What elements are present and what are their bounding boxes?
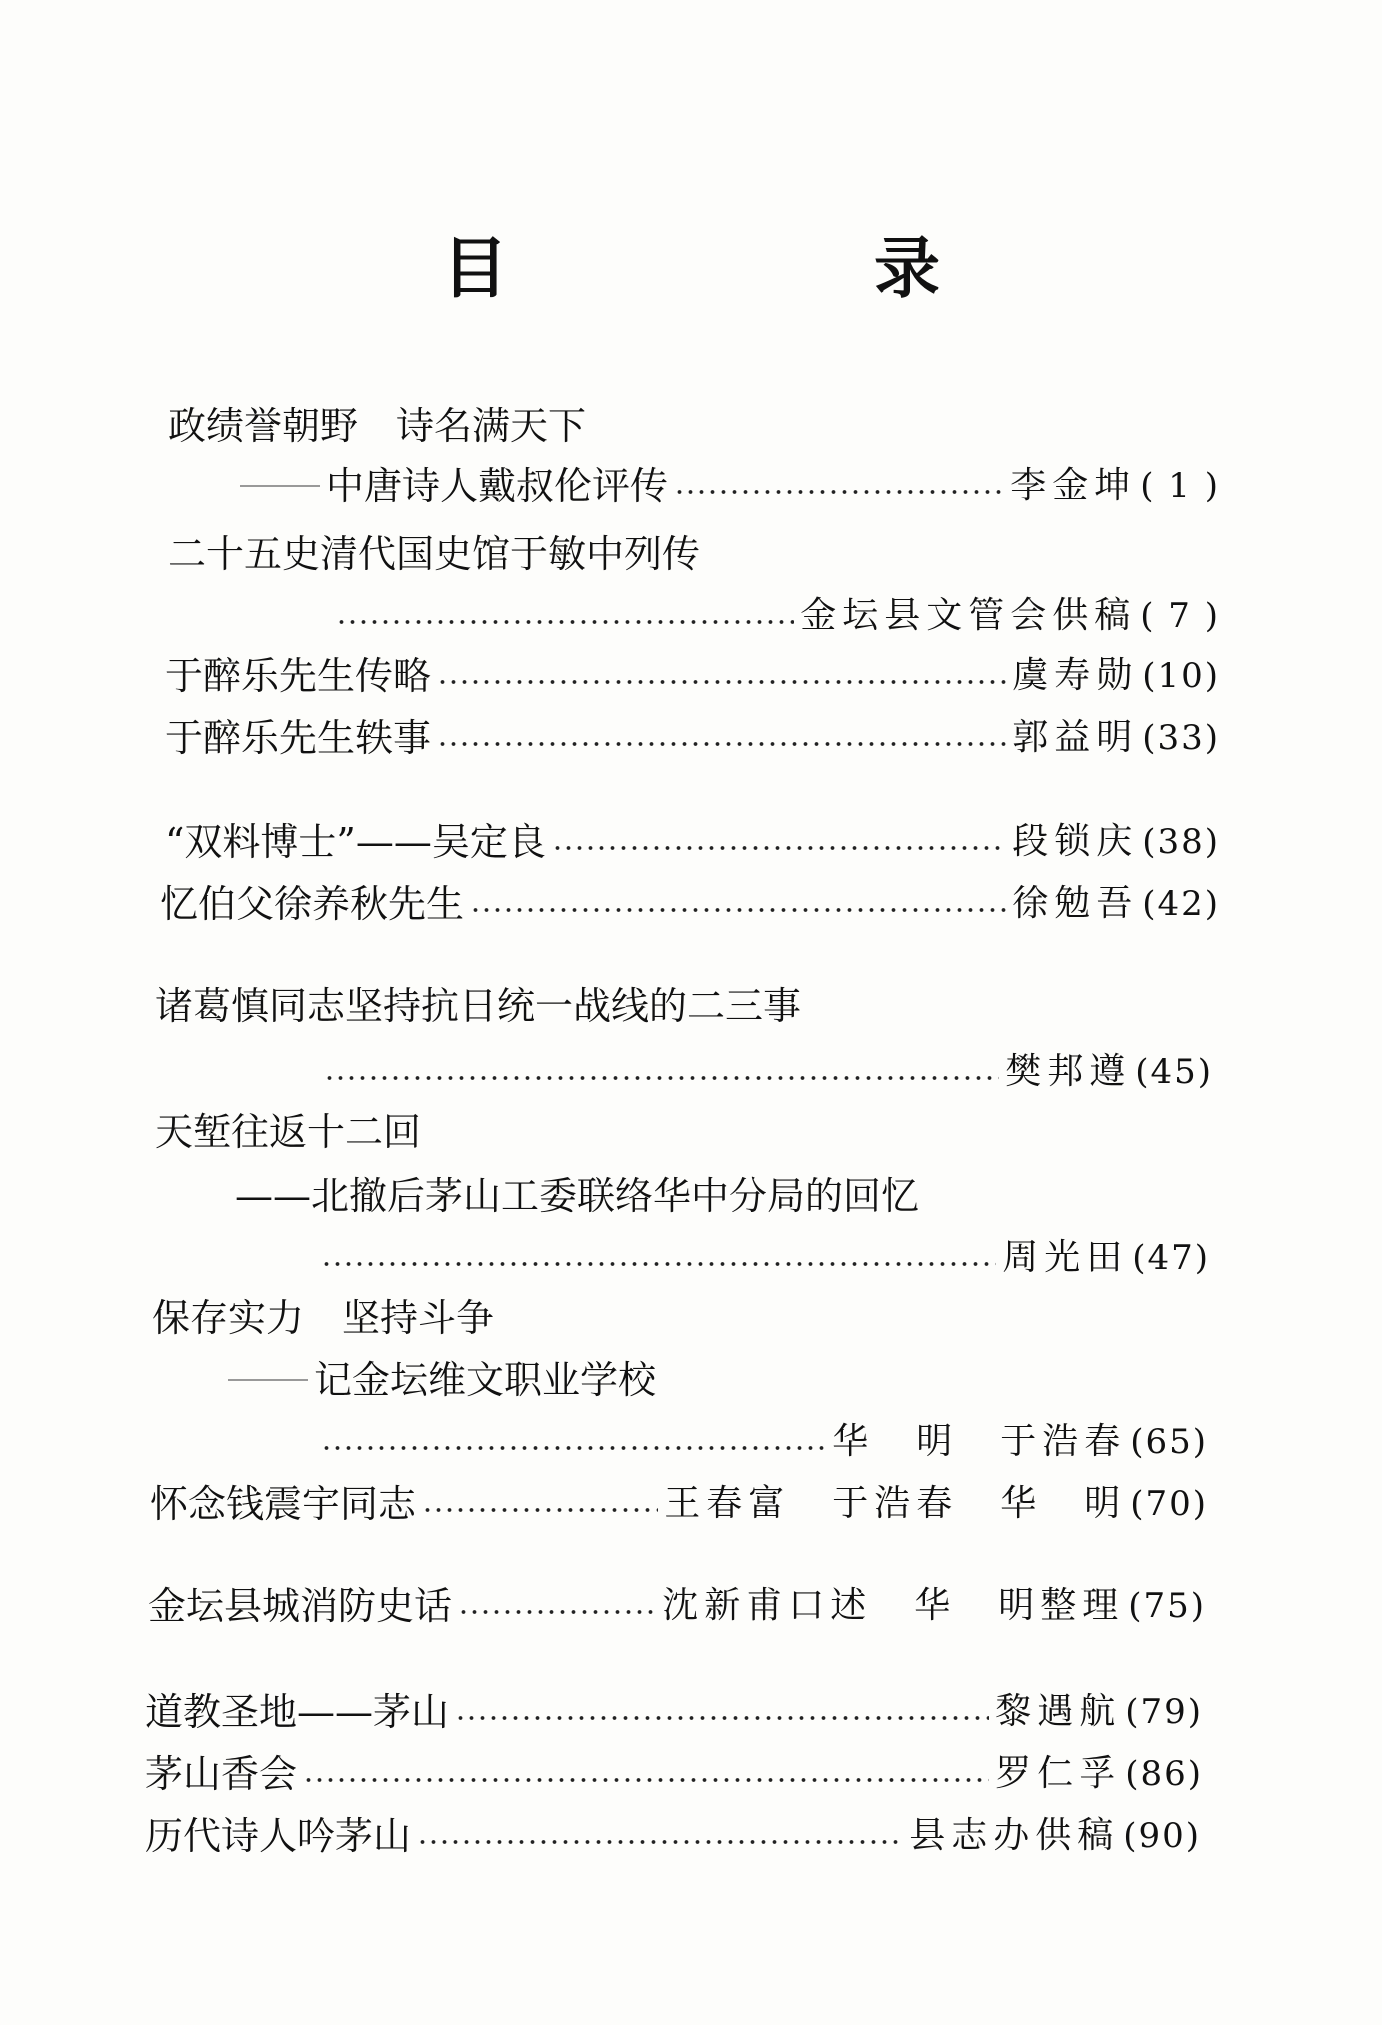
toc-entry (318, 1046, 1213, 1098)
toc-entry-title: 政绩誉朝野 诗名满天下 (168, 404, 587, 448)
toc-entry (155, 980, 1215, 1032)
toc-entry-title: 天堑往返十二回 (155, 1110, 422, 1154)
toc-entry-title: 于醉乐先生轶事 (165, 716, 432, 760)
toc-entry-title: “双料博士”——吴定良 (165, 820, 546, 864)
toc-entry (330, 590, 1220, 642)
toc-entry (168, 528, 1228, 580)
toc-entry-author: 罗仁孚 (995, 1753, 1122, 1794)
toc-entry (155, 1106, 1215, 1158)
toc-entry (315, 1232, 1210, 1284)
toc-entry-author: 段锁庆 (1012, 821, 1139, 862)
toc-entry-page: (47) (1132, 1238, 1210, 1278)
dot-leader (422, 1508, 658, 1512)
toc-entry (228, 1354, 1208, 1406)
toc-entry-page: ( 1 ) (1140, 466, 1220, 506)
toc-entry-author: 李金坤 (1010, 465, 1137, 506)
toc-entry (240, 460, 1220, 512)
toc-entry-title: 记金坛维文职业学校 (314, 1358, 657, 1402)
toc-entry-title: 保存实力 坚持斗争 (152, 1296, 495, 1340)
toc-entry (168, 400, 1228, 452)
toc-entry-page: (75) (1128, 1586, 1206, 1626)
toc-entry-title: 忆伯父徐养秋先生 (160, 882, 465, 926)
toc-entry-title: 二十五史清代国史馆于敏中列传 (168, 532, 701, 576)
toc-entry (150, 1478, 1208, 1530)
toc-entry-author: 金坛县文管会供稿 (800, 595, 1137, 636)
toc-entry-author: 黎遇航 (995, 1691, 1122, 1732)
dot-leader (336, 620, 794, 624)
toc-entry-title: 历代诗人吟茅山 (145, 1814, 412, 1858)
dot-leader (324, 1076, 999, 1080)
toc-entry-author: 华 明 于浩春 (832, 1421, 1127, 1462)
toc-entry (145, 1686, 1203, 1738)
dot-leader (321, 1446, 826, 1450)
toc-entry-title: 于醉乐先生传略 (165, 654, 432, 698)
toc-entry (315, 1416, 1208, 1468)
dot-leader (321, 1262, 996, 1266)
toc-entry-title: ——北撤后茅山工委联络华中分局的回忆 (235, 1174, 920, 1218)
dot-leader (674, 490, 1004, 494)
dot-leader (455, 1716, 989, 1720)
page-title: 目 录 (442, 229, 1090, 307)
toc-entry (165, 816, 1220, 868)
toc-entry (145, 1748, 1203, 1800)
toc-entry-author: 郭益明 (1012, 717, 1139, 758)
toc-entry-page: (79) (1125, 1692, 1203, 1732)
toc-entry-page: (70) (1130, 1484, 1208, 1524)
toc-entry (152, 1292, 1212, 1344)
toc-entry-page: (86) (1125, 1754, 1203, 1794)
dot-leader (437, 742, 1006, 746)
toc-entry-title: 道教圣地——茅山 (145, 1690, 450, 1734)
toc-entry (165, 712, 1220, 764)
toc-entry (235, 1170, 1215, 1222)
dash-line (240, 485, 320, 487)
dot-leader (417, 1840, 903, 1844)
dot-leader (437, 680, 1006, 684)
toc-entry-author: 虞寿勋 (1012, 655, 1139, 696)
toc-entry-title: 中唐诗人戴叔伦评传 (326, 464, 669, 508)
toc-entry-author: 樊邦遵 (1005, 1051, 1132, 1092)
toc-entry (165, 650, 1220, 702)
toc-entry-title: 怀念钱震宇同志 (150, 1482, 417, 1526)
toc-entry-author: 沈新甫口述 华 明整理 (662, 1585, 1125, 1626)
toc-entry-page: (10) (1142, 656, 1220, 696)
toc-entry-author: 周光田 (1002, 1237, 1129, 1278)
dot-leader (303, 1778, 989, 1782)
dash-line (228, 1379, 308, 1381)
toc-entry-title: 金坛县城消防史话 (148, 1584, 453, 1628)
toc-entry-page: (90) (1123, 1816, 1201, 1856)
toc-entry-title: 茅山香会 (145, 1752, 298, 1796)
toc-entry (148, 1580, 1206, 1632)
dot-leader (458, 1610, 656, 1614)
toc-entry-page: (42) (1142, 884, 1220, 924)
toc-entry (160, 878, 1220, 930)
dot-leader (552, 846, 1006, 850)
toc-entry-page: (38) (1142, 822, 1220, 862)
toc-entry-author: 县志办供稿 (909, 1815, 1120, 1856)
dot-leader (470, 908, 1006, 912)
toc-entry-page: (33) (1142, 718, 1220, 758)
toc-entry-page: ( 7 ) (1140, 596, 1220, 636)
toc-entry-page: (45) (1135, 1052, 1213, 1092)
toc-entry-page: (65) (1130, 1422, 1208, 1462)
toc-entry-author: 徐勉吾 (1012, 883, 1139, 924)
toc-entry-author: 王春富 于浩春 华 明 (664, 1483, 1127, 1524)
toc-entry (145, 1810, 1201, 1862)
toc-entry-title: 诸葛慎同志坚持抗日统一战线的二三事 (155, 984, 802, 1028)
